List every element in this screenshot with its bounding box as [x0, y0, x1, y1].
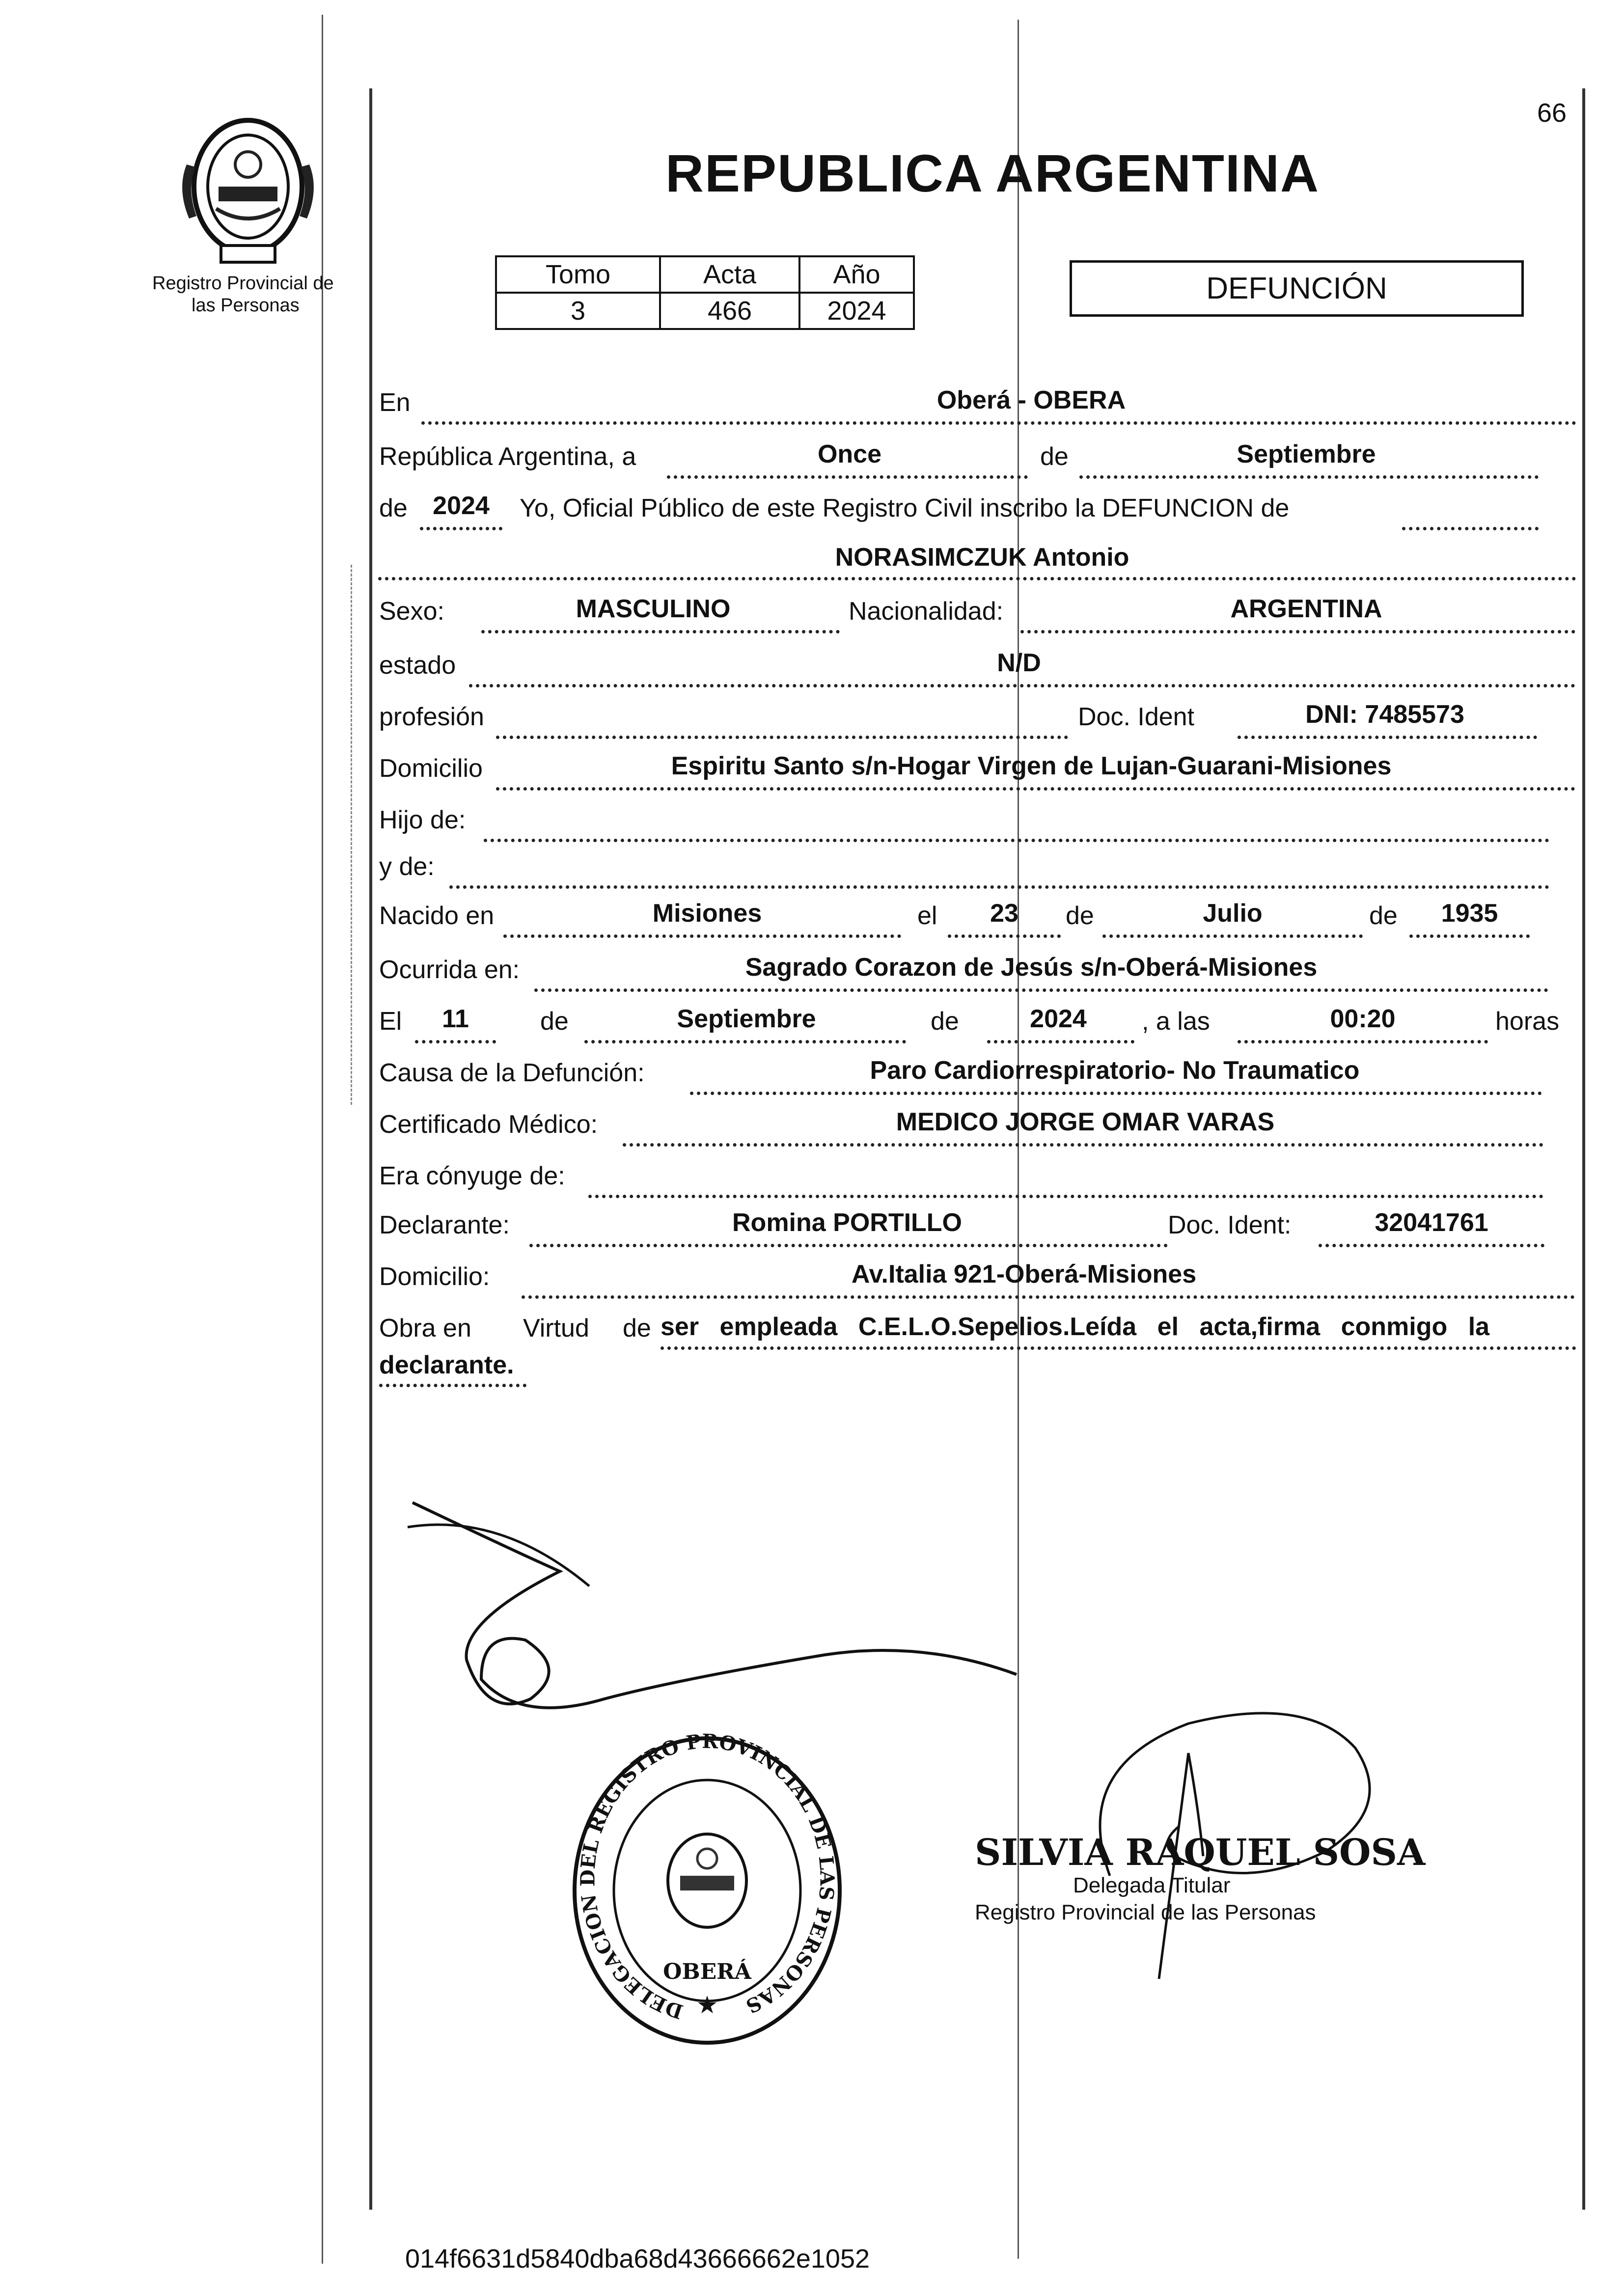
dots-sexo — [481, 630, 840, 633]
dots-mes — [1079, 475, 1539, 479]
label-declarante: Declarante: — [379, 1211, 510, 1239]
label-de-nacido-mes: de — [1066, 902, 1094, 930]
label-de-nacido-anio: de — [1369, 902, 1398, 930]
dots-declarante — [529, 1244, 1168, 1247]
dots-hora — [1238, 1040, 1488, 1043]
value-domicilio: Espiritu Santo s/n-Hogar Virgen de Lujan-Guarani-Misiones — [671, 752, 1392, 780]
label-estado: estado — [379, 651, 456, 680]
page-number: 66 — [1537, 98, 1567, 128]
dots-defuncion-anio — [987, 1040, 1134, 1043]
table-header-acta: Acta — [660, 256, 799, 293]
dots-nombre-start — [1402, 527, 1539, 530]
label-el-nacido: el — [917, 902, 937, 930]
value-defuncion-dia: 11 — [442, 1005, 469, 1033]
svg-text:★: ★ — [696, 1991, 718, 2019]
value-defuncion-anio: 2024 — [1030, 1005, 1087, 1033]
value-lugar: Oberá - OBERA — [936, 386, 1126, 414]
dots-ocurrida — [534, 988, 1548, 992]
label-de-defuncion-mes: de — [540, 1007, 569, 1036]
dots-anio — [420, 527, 502, 530]
label-domicilio: Domicilio — [379, 754, 483, 783]
value-nacido-dia: 23 — [990, 899, 1018, 928]
value-declarante-domicilio: Av.Italia 921-Oberá-Misiones — [851, 1260, 1197, 1288]
table-header-anio: Año — [799, 256, 914, 293]
label-hijo-de: Hijo de: — [379, 806, 466, 834]
label-conyuge: Era cónyuge de: — [379, 1162, 565, 1190]
label-sexo: Sexo: — [379, 597, 444, 626]
value-obra-texto-2: declarante. — [379, 1351, 514, 1379]
dots-hijo-de — [484, 839, 1549, 842]
label-doc-ident: Doc. Ident — [1078, 703, 1195, 731]
label-domicilio-declarante: Domicilio: — [379, 1262, 490, 1291]
signatory-name: SILVIA RAQUEL SOSA — [975, 1832, 1426, 1874]
dots-certificado — [623, 1143, 1543, 1147]
value-ocurrida: Sagrado Corazon de Jesús s/n-Oberá-Misiones — [745, 953, 1318, 982]
page-frame-right — [1582, 88, 1585, 2210]
dots-declarante-doc — [1319, 1244, 1544, 1247]
margin-dash-line — [351, 565, 352, 1105]
dots-lugar — [421, 421, 1576, 425]
table-value-acta: 466 — [660, 293, 799, 329]
value-estado: N/D — [997, 649, 1041, 677]
record-type-label: DEFUNCIÓN — [1206, 272, 1387, 305]
dots-profesion — [496, 736, 1068, 739]
record-type-box — [1070, 260, 1524, 317]
stamp-ring-text: DELEGACION DEL REGISTRO PROVINCIAL DE LAS PERSONAS — [576, 1733, 839, 2024]
label-el: El — [379, 1007, 402, 1036]
page-title: REPUBLICA ARGENTINA — [665, 143, 1320, 203]
value-nombre: NORASIMCZUK Antonio — [835, 543, 1129, 572]
value-nacido-lugar: Misiones — [652, 899, 762, 928]
label-certificado: Certificado Médico: — [379, 1110, 598, 1139]
label-en: En — [379, 388, 411, 417]
binding-line-left — [322, 15, 323, 2264]
value-hora: 00:20 — [1330, 1005, 1396, 1033]
value-declarante: Romina PORTILLO — [732, 1208, 962, 1237]
dots-domicilio — [496, 787, 1575, 791]
label-horas: horas — [1495, 1007, 1560, 1036]
stamp-bottom-text: OBERÁ — [663, 1959, 751, 1984]
value-sexo: MASCULINO — [576, 595, 731, 623]
value-causa: Paro Cardiorrespiratorio- No Traumatico — [870, 1056, 1360, 1085]
registry-caption-line-2: las Personas — [192, 295, 300, 316]
provincial-coat-of-arms-icon — [167, 106, 329, 268]
official-seal-icon — [570, 1733, 845, 2048]
dots-nombre — [378, 577, 1576, 580]
value-dia-texto: Once — [817, 440, 882, 468]
value-certificado: MEDICO JORGE OMAR VARAS — [896, 1108, 1275, 1136]
dots-conyuge — [588, 1195, 1543, 1198]
document-hash: 014f6631d5840dba68d43666662e1052 — [405, 2244, 870, 2274]
dots-dia — [667, 475, 1028, 479]
dots-defuncion-dia — [415, 1040, 496, 1043]
label-de-anio: de — [379, 494, 408, 522]
dots-obra-2 — [379, 1384, 526, 1387]
registry-caption-line-1: Registro Provincial de — [152, 273, 334, 294]
dots-defuncion-mes — [584, 1040, 906, 1043]
value-declarante-doc: 32041761 — [1375, 1208, 1488, 1237]
label-a-las: , a las — [1142, 1007, 1210, 1036]
dots-nacionalidad — [1020, 630, 1575, 633]
signatory-office: Registro Provincial de las Personas — [975, 1900, 1316, 1924]
value-documento: DNI: 7485573 — [1305, 700, 1464, 729]
label-nacionalidad: Nacionalidad: — [849, 597, 1004, 626]
table-value-anio: 2024 — [799, 293, 914, 329]
label-causa: Causa de la Defunción: — [379, 1059, 645, 1087]
label-obra-en: Obra en — [379, 1314, 471, 1342]
registry-table — [495, 255, 915, 330]
dots-nacido-dia — [948, 934, 1061, 938]
label-de-defuncion-anio: de — [931, 1007, 959, 1036]
label-y-de: y de: — [379, 852, 435, 881]
value-defuncion-mes: Septiembre — [677, 1005, 816, 1033]
label-doc-ident-declarante: Doc. Ident: — [1168, 1211, 1292, 1239]
label-nacido-en: Nacido en — [379, 902, 495, 930]
value-mes: Septiembre — [1237, 440, 1376, 468]
label-de-obra: de — [623, 1314, 651, 1342]
label-yo-oficial: Yo, Oficial Público de este Registro Civil inscribo la DEFUNCION de — [520, 494, 1290, 522]
value-anio: 2024 — [433, 492, 490, 520]
dots-nacido-mes — [1102, 934, 1363, 938]
handwritten-signature-declarante — [403, 1493, 1139, 1748]
dots-declarante-domicilio — [522, 1295, 1575, 1299]
value-nacido-mes: Julio — [1203, 899, 1263, 928]
dots-causa — [690, 1092, 1542, 1095]
table-value-tomo: 3 — [496, 293, 660, 329]
table-header-tomo: Tomo — [496, 256, 660, 293]
value-nacionalidad: ARGENTINA — [1230, 595, 1382, 623]
label-virtud: Virtud — [523, 1314, 589, 1342]
dots-nacido-lugar — [503, 934, 901, 938]
dots-obra-1 — [661, 1346, 1576, 1350]
label-republica: República Argentina, a — [379, 442, 636, 471]
dots-documento — [1238, 736, 1537, 739]
dots-estado — [469, 684, 1575, 687]
page-frame-left — [369, 88, 372, 2210]
dots-y-de — [449, 885, 1549, 889]
label-profesion: profesión — [379, 703, 484, 731]
label-de-mes: de — [1040, 442, 1069, 471]
value-nacido-anio: 1935 — [1441, 899, 1498, 928]
dots-nacido-anio — [1409, 934, 1530, 938]
value-obra-texto-1: ser empleada C.E.L.O.Sepelios.Leída el acta,firma conmigo la — [661, 1313, 1490, 1341]
signatory-title: Delegada Titular — [1073, 1873, 1231, 1897]
label-ocurrida-en: Ocurrida en: — [379, 956, 520, 984]
